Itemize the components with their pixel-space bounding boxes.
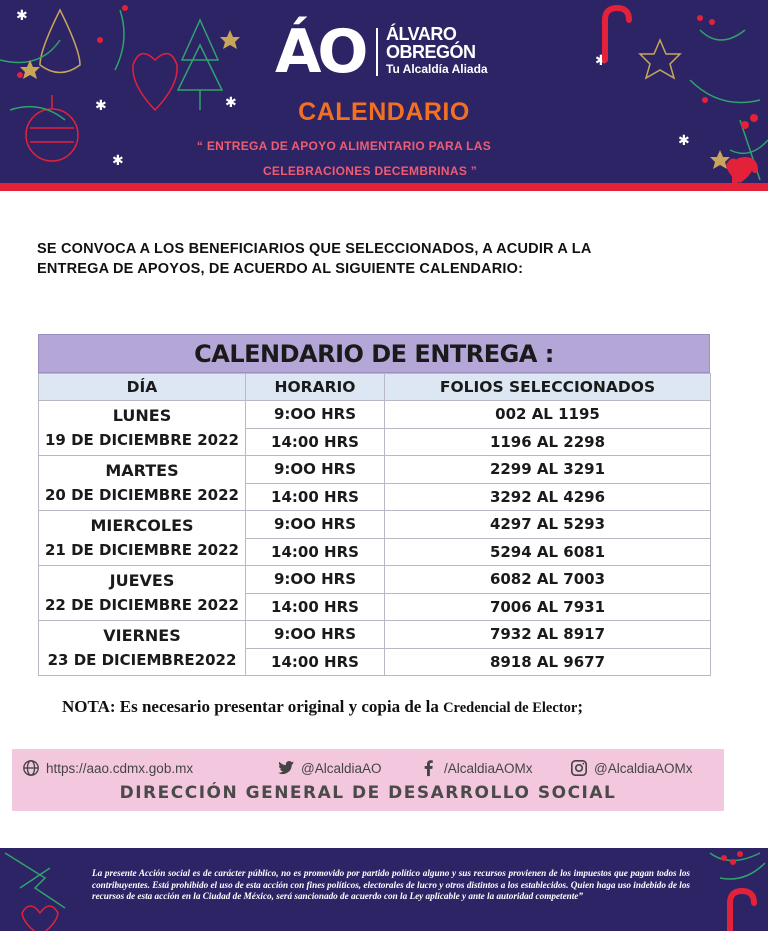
website-text: https://aao.cdmx.gob.mx <box>46 760 194 776</box>
schedule-cell: 9:OO HRS <box>246 566 385 594</box>
instagram-link[interactable] <box>570 759 692 777</box>
schedule-cell: 14:00 HRS <box>246 428 385 456</box>
table-row <box>39 456 711 484</box>
logo-mark: ÁO <box>275 17 365 87</box>
day-cell <box>39 511 246 566</box>
folios-cell: 002 AL 1195 <box>385 401 711 429</box>
christmas-decoration-icon <box>0 0 768 186</box>
day-cell <box>39 401 246 456</box>
folios-cell: 7006 AL 7931 <box>385 593 711 621</box>
day-date: 19 DE DICIEMBRE 2022 <box>44 431 239 449</box>
svg-text:✱: ✱ <box>16 8 28 24</box>
globe-icon <box>22 759 40 777</box>
day-cell <box>39 456 246 511</box>
logo-name <box>386 25 476 61</box>
schedule-cell: 14:00 HRS <box>246 483 385 511</box>
facebook-icon <box>420 759 438 777</box>
folios-cell: 6082 AL 7003 <box>385 566 711 594</box>
schedule-cell: 14:00 HRS <box>246 593 385 621</box>
folios-cell: 2299 AL 3291 <box>385 456 711 484</box>
contact-strip <box>12 749 724 811</box>
schedule-cell: 9:OO HRS <box>246 456 385 484</box>
header-schedule: HORARIO <box>246 374 385 401</box>
note <box>62 697 583 717</box>
day-date: 22 DE DICIEMBRE 2022 <box>44 596 239 614</box>
table-row <box>39 401 711 429</box>
schedule-cell: 9:OO HRS <box>246 401 385 429</box>
svg-text:✱: ✱ <box>95 98 107 114</box>
logo-tagline: Tu Alcaldía Aliada <box>386 62 488 76</box>
intro-paragraph <box>37 239 737 279</box>
schedule-table <box>38 373 711 676</box>
schedule-cell: 14:00 HRS <box>246 648 385 676</box>
twitter-text: @AlcaldiaAO <box>301 760 382 776</box>
facebook-text: /AlcaldiaAOMx <box>444 760 533 776</box>
day-date: 21 DE DICIEMBRE 2022 <box>44 541 239 559</box>
website-link[interactable] <box>22 759 193 777</box>
day-name: LUNES <box>112 406 172 425</box>
table-row <box>39 621 711 649</box>
svg-text:✱: ✱ <box>678 133 690 149</box>
header-day: DÍA <box>39 374 246 401</box>
day-name: JUEVES <box>109 571 175 590</box>
day-cell <box>39 566 246 621</box>
folios-cell: 5294 AL 6081 <box>385 538 711 566</box>
header-banner <box>0 0 768 186</box>
table-row <box>39 566 711 594</box>
schedule-cell: 9:OO HRS <box>246 511 385 539</box>
header-folios: FOLIOS SELECCIONADOS <box>385 374 711 401</box>
direction-name: DIRECCIÓN GENERAL DE DESARROLLO SOCIAL <box>119 783 617 803</box>
day-name: MIERCOLES <box>90 516 194 535</box>
folios-cell: 3292 AL 4296 <box>385 483 711 511</box>
folios-cell: 7932 AL 8917 <box>385 621 711 649</box>
page-title: CALENDARIO <box>298 98 470 126</box>
day-name: VIERNES <box>103 626 181 645</box>
instagram-text: @AlcaldiaAOMx <box>594 760 693 776</box>
instagram-icon <box>570 759 588 777</box>
table-header-row <box>39 374 711 401</box>
day-date: 23 DE DICIEMBRE2022 <box>47 651 237 669</box>
footer-banner <box>0 848 768 931</box>
day-date: 20 DE DICIEMBRE 2022 <box>44 486 239 504</box>
logo-name-line2: OBREGÓN <box>386 42 476 62</box>
table-row <box>39 511 711 539</box>
calendar-table <box>38 334 710 676</box>
folios-cell: 8918 AL 9677 <box>385 648 711 676</box>
intro-line1: SE CONVOCA A LOS BENEFICIARIOS QUE SELECCIONADOS, A ACUDIR A LA <box>37 241 592 257</box>
svg-text:✱: ✱ <box>225 95 237 111</box>
folios-cell: 4297 AL 5293 <box>385 511 711 539</box>
day-cell <box>39 621 246 676</box>
header-divider <box>0 183 768 191</box>
folios-cell: 1196 AL 2298 <box>385 428 711 456</box>
svg-text:✱: ✱ <box>112 153 124 169</box>
table-title: CALENDARIO DE ENTREGA : <box>38 334 710 373</box>
schedule-cell: 9:OO HRS <box>246 621 385 649</box>
intro-line2: ENTREGA DE APOYOS, DE ACUERDO AL SIGUIENTE CALENDARIO: <box>37 261 524 277</box>
legal-disclaimer: La presente Acción social es de carácter público, no es promovido por partido político alguno y sus recursos provienen de los impuestos que pagan todos los contribuyentes. Está prohibido el uso de esta acción con fines políticos, electorales de lucro y otros distintos a los establecidos. Quien haga uso indebido de los recursos de esta acción en la Ciudad de México, será sancionado de acuerdo con la Ley aplicable y ante la autoridad competente” <box>92 868 690 901</box>
note-end: ; <box>577 697 583 716</box>
subtitle-line2: CELEBRACIONES DECEMBRINAS ” <box>262 164 478 178</box>
twitter-icon <box>277 759 295 777</box>
note-text: NOTA: Es necesario presentar original y copia de la <box>62 697 444 716</box>
facebook-link[interactable] <box>420 759 533 777</box>
logo-name-line1: ÁLVARO <box>386 24 457 44</box>
note-credential: Credencial de Elector <box>443 700 578 716</box>
schedule-cell: 14:00 HRS <box>246 538 385 566</box>
twitter-link[interactable] <box>277 759 382 777</box>
svg-text:✱: ✱ <box>595 53 607 69</box>
subtitle-line1: “ ENTREGA DE APOYO ALIMENTARIO PARA LAS <box>196 139 492 153</box>
day-name: MARTES <box>105 461 179 480</box>
logo-divider <box>376 28 378 76</box>
